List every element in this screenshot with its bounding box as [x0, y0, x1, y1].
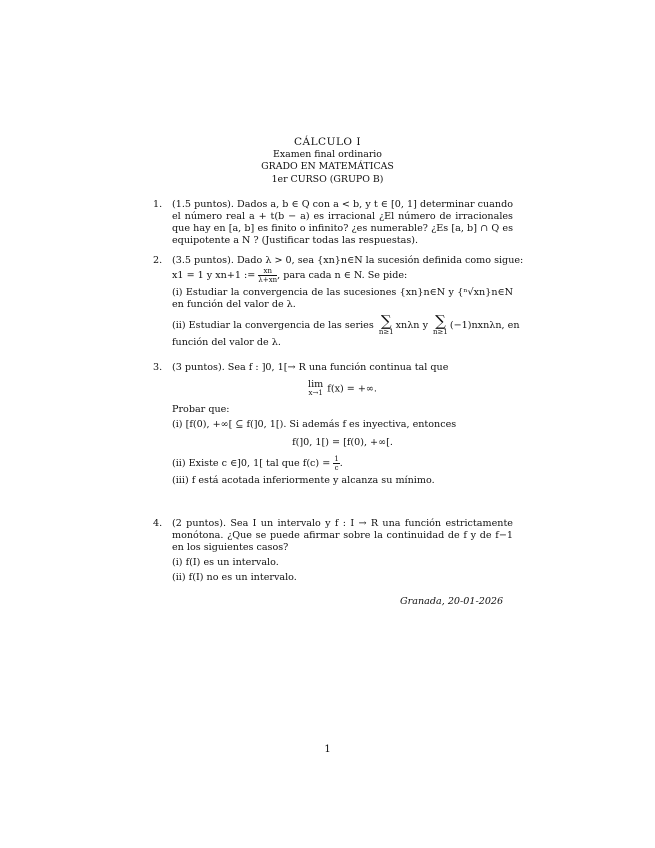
- fraction-denominator: c: [334, 463, 339, 472]
- limit-operator: [308, 380, 323, 398]
- item-ii-text: (ii) Estudiar la convergencia de las series: [172, 319, 374, 331]
- series-term-2: (−1)nxnλn,: [449, 319, 505, 331]
- series-sum-1: [378, 311, 394, 337]
- recurrence-lhs: x1 = 1 y xn+1 :=: [172, 269, 256, 281]
- item-ii: [172, 455, 513, 472]
- problem-3: [153, 362, 513, 487]
- item-i: (i) Estudiar la convergencia de las sucesiones {xn}n∈N y {ⁿ√xn}n∈N en función del valor de λ.: [172, 286, 513, 310]
- lim-index: x→1: [308, 388, 323, 397]
- series-connector: y: [422, 319, 428, 331]
- series-sum-2: [433, 311, 448, 337]
- sum-index: n≥1: [378, 327, 394, 336]
- recurrence-definition: [172, 267, 513, 284]
- problem-2: [153, 255, 524, 349]
- problem-number: 2.: [153, 255, 163, 266]
- problem-text: (2 puntos). Sea I un intervalo y f : I → R una función estrictamente monótona. ¿Que se puede afirmar sobre la continuidad de f y de f−1 en los siguientes casos?: [172, 518, 513, 553]
- recurrence-fraction: [258, 267, 277, 284]
- exam-header: [0, 136, 655, 186]
- item-ii-text: (ii) Existe c ∈]0, 1[ tal que f(c) =: [172, 457, 331, 469]
- recurrence-tail: , para cada n ∈ N. Se pide:: [277, 269, 408, 281]
- item-ii-continuation: función del valor de λ.: [172, 336, 281, 348]
- item-ii-tail: .: [339, 457, 343, 469]
- sum-index: n≥1: [433, 327, 448, 336]
- page-number: 1: [324, 744, 331, 755]
- problem-text: (1.5 puntos). Dados a, b ∈ Q con a < b, y t ∈ [0, 1] determinar cuando el número real a + t(b − a) es irracional ¿El número de irracionales que hay en [a, b] es finito o infinito? ¿es numerable? ¿Es [a, b] ∩ Q es equipotente a N ? (Justificar todas las respuestas).: [172, 199, 513, 246]
- problem-intro: (3.5 puntos). Dado λ > 0, sea {xn}n∈N la sucesión definida como sigue:: [172, 255, 524, 266]
- item-ii: (ii) f(I) no es un intervalo.: [172, 571, 297, 583]
- course-group: 1er CURSO (GRUPO B): [271, 173, 384, 185]
- limit-expression: f(x) = +∞.: [327, 383, 377, 395]
- problem-1: [153, 199, 513, 247]
- degree-name: GRADO EN MATEMÁTICAS: [261, 161, 394, 172]
- item-i: (i) [f(0), +∞[ ⊆ f(]0, 1[). Si además f es inyectiva, entonces: [172, 418, 457, 430]
- fraction-numerator: 1: [334, 454, 339, 463]
- course-title: CÁLCULO I: [293, 136, 362, 148]
- series-tail: en: [507, 319, 520, 331]
- problem-number: 1.: [153, 199, 163, 210]
- fraction-numerator: xn: [258, 267, 277, 276]
- fraction-denominator: λ+xn: [258, 275, 278, 284]
- sigma-icon: ∑: [435, 311, 446, 330]
- sigma-icon: ∑: [380, 311, 392, 330]
- problem-number: 4.: [153, 518, 163, 529]
- limit-equation: [172, 380, 513, 398]
- place-date-signature: Granada, 20-01-2026: [400, 596, 504, 607]
- problem-intro: (3 puntos). Sea f : ]0, 1[→ R una función continua tal que: [172, 362, 449, 373]
- series-term-1: xnλn: [395, 319, 420, 331]
- problem-4: [153, 518, 513, 584]
- exam-type: Examen final ordinario: [273, 148, 382, 160]
- item-i: (i) f(I) es un intervalo.: [172, 556, 279, 568]
- item-ii: [172, 311, 520, 337]
- lim-label: lim: [308, 378, 324, 390]
- item-iii: (iii) f está acotada inferiormente y alcanza su mínimo.: [172, 474, 435, 486]
- prove-label: Probar que:: [172, 403, 230, 415]
- item-i-equation: f(]0, 1[) = [f(0), +∞[.: [292, 436, 393, 448]
- problem-number: 3.: [153, 362, 163, 373]
